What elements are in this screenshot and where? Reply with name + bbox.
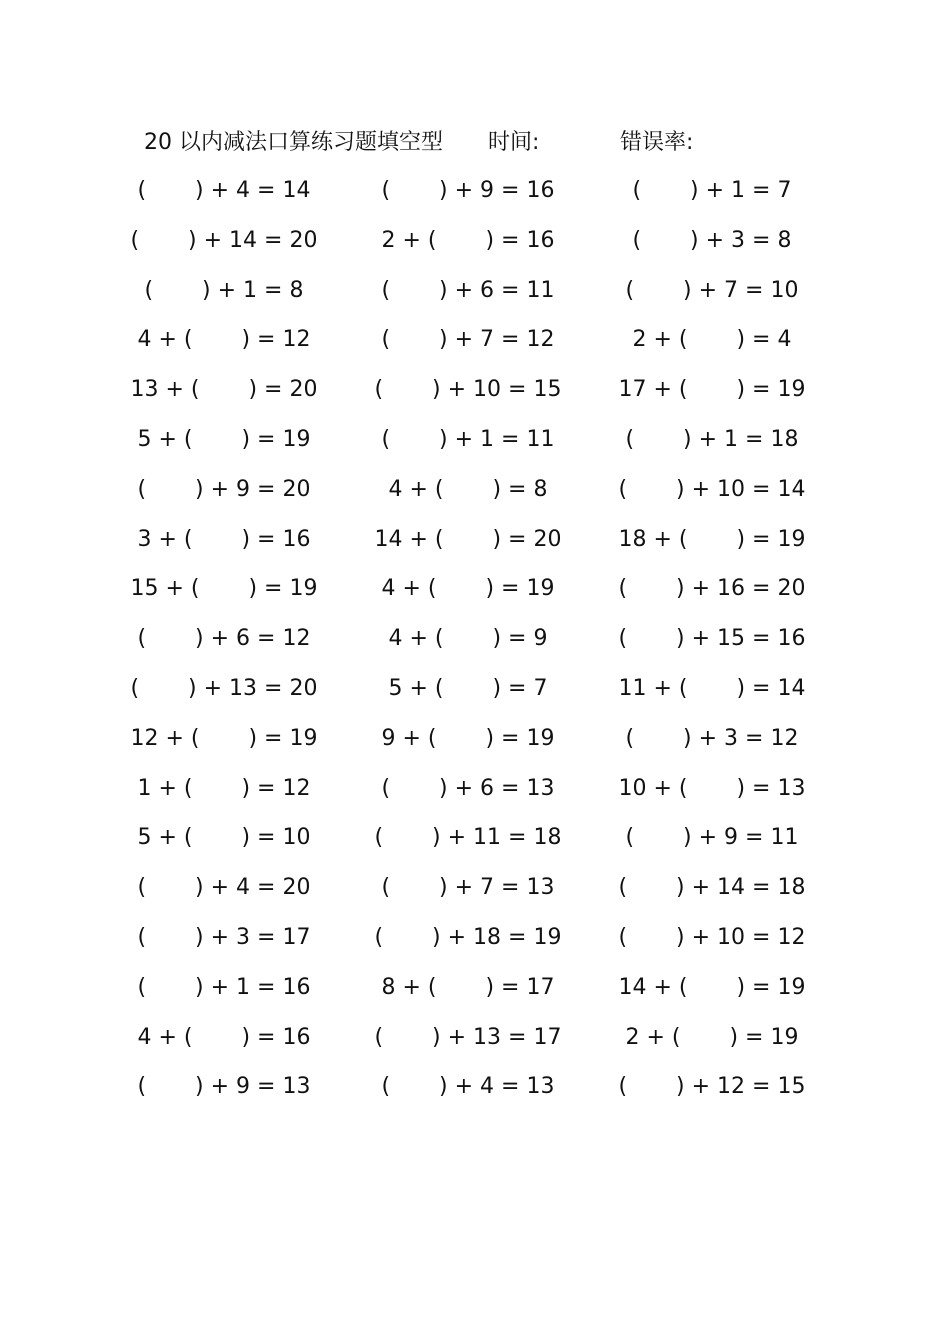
problem-row <box>0 963 950 1013</box>
problem-row <box>0 913 950 963</box>
problem-row <box>0 465 950 515</box>
problem-item: ( ) + 1 = 7 <box>632 178 792 203</box>
problem-item: ( ) + 3 = 12 <box>625 725 799 751</box>
problem-item: 5 + ( ) = 7 <box>388 676 548 701</box>
problem-item: 5 + ( ) = 19 <box>137 427 311 452</box>
problem-row <box>0 1062 950 1112</box>
problem-item: ( ) + 9 = 11 <box>625 825 799 851</box>
problem-item: 4 + ( ) = 9 <box>388 626 548 652</box>
problem-row <box>0 415 950 465</box>
problem-item: ( ) + 4 = 13 <box>381 1074 555 1100</box>
problem-item: ( ) + 7 = 10 <box>625 277 799 303</box>
time-label: 时间: <box>488 130 540 155</box>
problem-item: 11 + ( ) = 14 <box>618 676 806 701</box>
problem-item: 13 + ( ) = 20 <box>130 377 318 403</box>
problem-row <box>0 714 950 764</box>
problem-item: ( ) + 10 = 14 <box>618 476 806 502</box>
problem-item: ( ) + 14 = 20 <box>130 227 318 253</box>
problem-row <box>0 365 950 415</box>
problem-item: 15 + ( ) = 19 <box>130 576 318 602</box>
problem-row <box>0 664 950 714</box>
problem-item: 18 + ( ) = 19 <box>618 526 806 552</box>
problem-item: 9 + ( ) = 19 <box>381 725 555 751</box>
problem-item: 10 + ( ) = 13 <box>618 775 806 801</box>
problem-item: ( ) + 1 = 18 <box>625 427 799 452</box>
problem-item: 4 + ( ) = 16 <box>137 1024 311 1050</box>
problem-item: 14 + ( ) = 19 <box>618 974 806 1000</box>
problem-item: 12 + ( ) = 19 <box>130 725 318 751</box>
problem-item: ( ) + 9 = 16 <box>381 178 555 203</box>
problem-item: ( ) + 16 = 20 <box>618 576 806 602</box>
problem-row <box>0 515 950 565</box>
problem-item: ( ) + 3 = 17 <box>137 925 311 950</box>
problem-item: 2 + ( ) = 19 <box>625 1024 799 1050</box>
problem-item: ( ) + 14 = 18 <box>618 875 806 901</box>
problem-row <box>0 315 950 365</box>
problem-item: ( ) + 6 = 13 <box>381 775 555 801</box>
problem-item: 2 + ( ) = 16 <box>381 227 555 253</box>
problem-row <box>0 813 950 863</box>
problem-item: 1 + ( ) = 12 <box>137 775 311 801</box>
error-rate-label: 错误率: <box>620 130 694 155</box>
problem-item: 4 + ( ) = 19 <box>381 576 555 602</box>
problem-item: 5 + ( ) = 10 <box>137 825 311 851</box>
problem-row <box>0 863 950 913</box>
problem-row <box>0 266 950 316</box>
problem-item: ( ) + 6 = 11 <box>381 277 555 303</box>
problem-item: 8 + ( ) = 17 <box>381 974 555 1000</box>
worksheet-header <box>144 126 804 160</box>
problem-row <box>0 1013 950 1063</box>
problem-item: ( ) + 9 = 13 <box>137 1074 311 1100</box>
problem-item: ( ) + 10 = 15 <box>374 377 562 403</box>
problem-item: ( ) + 13 = 17 <box>374 1024 562 1050</box>
problem-item: ( ) + 1 = 16 <box>137 974 311 1000</box>
problem-row <box>0 564 950 614</box>
problem-item: ( ) + 3 = 8 <box>632 227 792 253</box>
problem-item: ( ) + 10 = 12 <box>618 925 806 950</box>
problem-item: 4 + ( ) = 12 <box>137 327 311 353</box>
problem-item: 2 + ( ) = 4 <box>632 327 792 353</box>
problem-row <box>0 614 950 664</box>
problem-item: ( ) + 6 = 12 <box>137 626 311 652</box>
problem-row <box>0 764 950 814</box>
problem-row <box>0 166 950 216</box>
problem-item: ( ) + 11 = 18 <box>374 825 562 851</box>
worksheet-title: 20 以内减法口算练习题填空型 <box>144 130 443 155</box>
problem-item: 14 + ( ) = 20 <box>374 526 562 552</box>
problem-item: ( ) + 1 = 8 <box>144 277 304 303</box>
problem-item: ( ) + 15 = 16 <box>618 626 806 652</box>
problem-item: 3 + ( ) = 16 <box>137 526 311 552</box>
problem-item: ( ) + 7 = 13 <box>381 875 555 901</box>
problem-item: 17 + ( ) = 19 <box>618 377 806 403</box>
problem-item: ( ) + 4 = 14 <box>137 178 311 203</box>
problem-item: ( ) + 7 = 12 <box>381 327 555 353</box>
problem-item: ( ) + 13 = 20 <box>130 676 318 701</box>
problem-item: ( ) + 9 = 20 <box>137 476 311 502</box>
problem-item: 4 + ( ) = 8 <box>388 476 548 502</box>
problem-item: ( ) + 18 = 19 <box>374 925 562 950</box>
problem-item: ( ) + 1 = 11 <box>381 427 555 452</box>
problem-item: ( ) + 4 = 20 <box>137 875 311 901</box>
problem-row <box>0 216 950 266</box>
problem-item: ( ) + 12 = 15 <box>618 1074 806 1100</box>
